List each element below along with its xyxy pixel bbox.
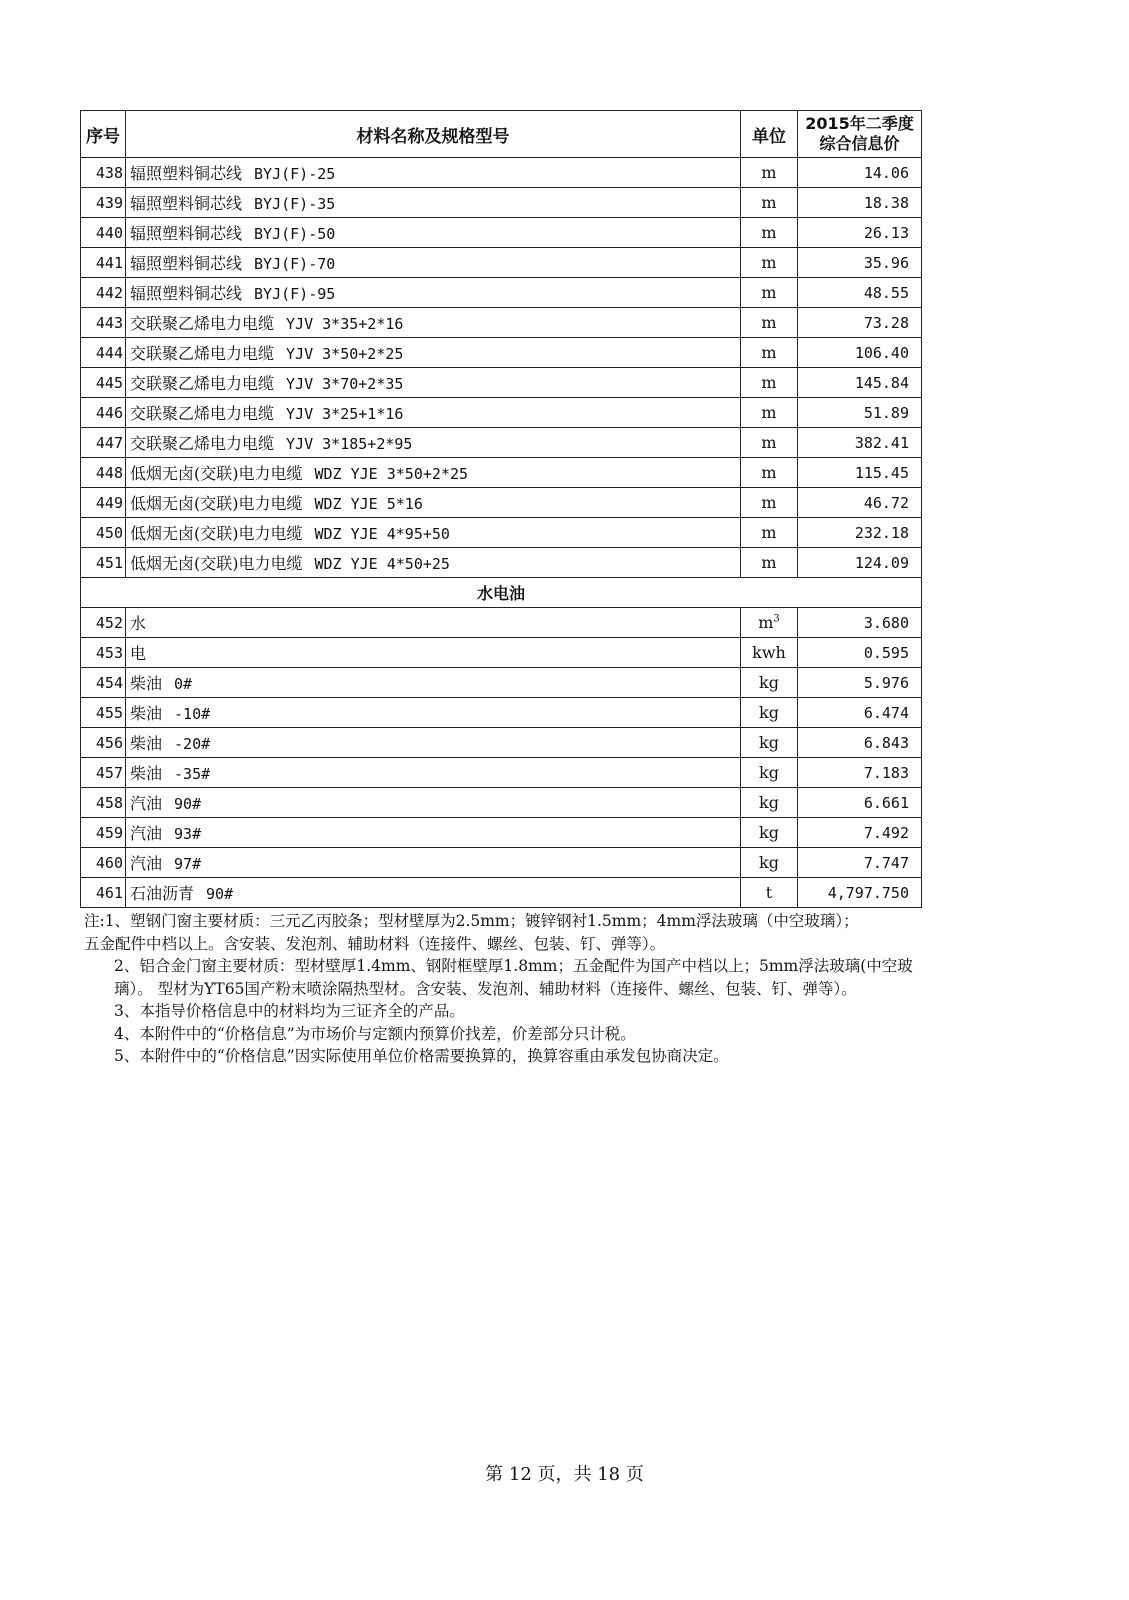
material-spec: WDZ YJE 3*50+2*25 [314, 465, 469, 483]
header-name: 材料名称及规格型号 [126, 111, 741, 158]
table-row [81, 368, 922, 398]
row-name [126, 638, 741, 668]
table-row [81, 668, 922, 698]
material-spec: YJV 3*50+2*25 [286, 345, 404, 363]
header-price [798, 111, 922, 158]
row-name [126, 818, 741, 848]
row-name [126, 848, 741, 878]
table-row [81, 548, 922, 578]
header-unit: 单位 [741, 111, 798, 158]
row-unit: m [741, 218, 798, 248]
row-price: 7.183 [798, 758, 922, 788]
row-name [126, 548, 741, 578]
page-footer: 第 12 页，共 18 页 [485, 1464, 644, 1485]
table-row [81, 848, 922, 878]
section-title: 水电油 [81, 578, 922, 608]
row-name [126, 428, 741, 458]
row-price: 14.06 [798, 158, 922, 188]
row-no: 455 [81, 698, 126, 728]
row-name [126, 338, 741, 368]
row-name [126, 278, 741, 308]
material-spec: WDZ YJE 5*16 [314, 495, 423, 513]
material-spec: 93# [174, 825, 202, 843]
row-unit: m [741, 548, 798, 578]
material-name: 汽油 [130, 794, 163, 813]
table-row [81, 608, 922, 638]
table-row [81, 248, 922, 278]
material-name: 柴油 [130, 704, 163, 723]
row-no: 439 [81, 188, 126, 218]
row-unit: kg [741, 818, 798, 848]
table-body-cables [81, 158, 922, 578]
row-no: 438 [81, 158, 126, 188]
row-no: 442 [81, 278, 126, 308]
material-spec: 97# [174, 855, 202, 873]
note-1b: 五金配件中档以上。含安装、发泡剂、辅助材料（连接件、螺丝、包装、钉、弹等）。 [84, 934, 666, 953]
table-row [81, 398, 922, 428]
material-name: 电 [130, 644, 147, 663]
row-name [126, 878, 741, 908]
header-price-line2: 综合信息价 [819, 134, 900, 153]
material-name: 低烟无卤(交联)电力电缆 [130, 554, 303, 573]
row-price: 51.89 [798, 398, 922, 428]
row-unit: kg [741, 848, 798, 878]
section-row [81, 578, 922, 608]
row-unit: m [741, 518, 798, 548]
material-spec: 0# [174, 675, 193, 693]
row-no: 458 [81, 788, 126, 818]
row-no: 453 [81, 638, 126, 668]
table-row [81, 758, 922, 788]
row-unit: kg [741, 728, 798, 758]
table-body-fuel [81, 638, 922, 908]
row-name [126, 158, 741, 188]
row-name [126, 398, 741, 428]
row-price: 46.72 [798, 488, 922, 518]
row-price: 48.55 [798, 278, 922, 308]
row-name [126, 758, 741, 788]
row-no: 445 [81, 368, 126, 398]
table-row [81, 728, 922, 758]
row-name [126, 248, 741, 278]
row-unit: m [741, 458, 798, 488]
material-name: 低烟无卤(交联)电力电缆 [130, 464, 303, 483]
row-price: 6.661 [798, 788, 922, 818]
material-spec: YJV 3*35+2*16 [286, 315, 404, 333]
table-row [81, 158, 922, 188]
unit-base: m [758, 613, 774, 632]
table-header-row [81, 111, 922, 158]
note-5: 5、本附件中的“价格信息”因实际使用单位价格需要换算的，换算容重由承发包协商决定。 [114, 1047, 729, 1065]
row-unit: kg [741, 668, 798, 698]
row-unit: m [741, 368, 798, 398]
row-unit: t [741, 878, 798, 908]
row-name [126, 698, 741, 728]
material-name: 柴油 [130, 764, 163, 783]
row-unit: m [741, 248, 798, 278]
row-name [126, 458, 741, 488]
row-price: 18.38 [798, 188, 922, 218]
row-name [126, 728, 741, 758]
row-no: 454 [81, 668, 126, 698]
unit-superscript: 3 [773, 613, 780, 625]
price-table [80, 110, 922, 908]
row-price: 106.40 [798, 338, 922, 368]
material-name: 交联聚乙烯电力电缆 [130, 314, 275, 333]
row-name [126, 788, 741, 818]
row-unit: m [741, 278, 798, 308]
material-spec: WDZ YJE 4*50+25 [314, 555, 450, 573]
table-row [81, 218, 922, 248]
row-name: 水 [126, 608, 741, 638]
table-row [81, 698, 922, 728]
row-unit: m [741, 488, 798, 518]
row-no: 460 [81, 848, 126, 878]
row-no: 443 [81, 308, 126, 338]
row-no: 457 [81, 758, 126, 788]
row-price: 6.843 [798, 728, 922, 758]
row-price: 73.28 [798, 308, 922, 338]
material-spec: YJV 3*25+1*16 [286, 405, 404, 423]
material-spec: BYJ(F)-25 [254, 165, 336, 183]
table-row [81, 458, 922, 488]
row-name [126, 218, 741, 248]
material-name: 辐照塑料铜芯线 [130, 164, 243, 183]
table-row [81, 788, 922, 818]
material-name: 交联聚乙烯电力电缆 [130, 344, 275, 363]
table-row [81, 188, 922, 218]
row-unit: m [741, 308, 798, 338]
note-4: 4、本附件中的“价格信息”为市场价与定额内预算价找差，价差部分只计税。 [114, 1024, 636, 1043]
material-spec: 90# [174, 795, 202, 813]
material-spec: -35# [174, 765, 211, 783]
header-price-line1: 2015年二季度 [805, 114, 914, 133]
material-spec: BYJ(F)-50 [254, 225, 336, 243]
header-no: 序号 [81, 111, 126, 158]
material-spec: -10# [174, 705, 211, 723]
row-price: 232.18 [798, 518, 922, 548]
row-no: 448 [81, 458, 126, 488]
material-spec: 90# [206, 885, 234, 903]
material-name: 石油沥青 [130, 884, 195, 903]
material-name: 柴油 [130, 674, 163, 693]
row-price: 4,797.750 [798, 878, 922, 908]
material-name: 交联聚乙烯电力电缆 [130, 434, 275, 453]
row-name [126, 368, 741, 398]
material-spec: BYJ(F)-70 [254, 255, 336, 273]
material-spec: YJV 3*185+2*95 [286, 435, 413, 453]
material-name: 交联聚乙烯电力电缆 [130, 404, 275, 423]
material-spec: -20# [174, 735, 211, 753]
material-spec: WDZ YJE 4*95+50 [314, 525, 450, 543]
row-unit: m [741, 188, 798, 218]
row-price: 145.84 [798, 368, 922, 398]
row-price: 6.474 [798, 698, 922, 728]
row-unit: kg [741, 758, 798, 788]
row-price: 35.96 [798, 248, 922, 278]
material-name: 辐照塑料铜芯线 [130, 284, 243, 303]
row-no: 441 [81, 248, 126, 278]
row-unit: m [741, 158, 798, 188]
material-name: 汽油 [130, 854, 163, 873]
table-row [81, 518, 922, 548]
row-name [126, 668, 741, 698]
row-name [126, 188, 741, 218]
row-no: 461 [81, 878, 126, 908]
material-name: 低烟无卤(交联)电力电缆 [130, 524, 303, 543]
note-3: 3、本指导价格信息中的材料均为三证齐全的产品。 [114, 1002, 465, 1020]
material-name: 柴油 [130, 734, 163, 753]
table-row [81, 428, 922, 458]
row-unit: kwh [741, 638, 798, 668]
row-price: 7.492 [798, 818, 922, 848]
material-name: 辐照塑料铜芯线 [130, 194, 243, 213]
table-row [81, 278, 922, 308]
material-name: 辐照塑料铜芯线 [130, 254, 243, 273]
material-name: 交联聚乙烯电力电缆 [130, 374, 275, 393]
row-unit: kg [741, 788, 798, 818]
material-name: 汽油 [130, 824, 163, 843]
material-name: 低烟无卤(交联)电力电缆 [130, 494, 303, 513]
row-price: 5.976 [798, 668, 922, 698]
row-no: 451 [81, 548, 126, 578]
row-no: 449 [81, 488, 126, 518]
row-no: 456 [81, 728, 126, 758]
row-unit: m [741, 398, 798, 428]
row-price: 26.13 [798, 218, 922, 248]
row-no: 446 [81, 398, 126, 428]
row-name [126, 308, 741, 338]
row-price: 124.09 [798, 548, 922, 578]
row-price: 115.45 [798, 458, 922, 488]
row-price: 3.680 [798, 608, 922, 638]
table-row [81, 308, 922, 338]
material-name: 辐照塑料铜芯线 [130, 224, 243, 243]
notes [84, 910, 919, 1068]
note-2: 2、铝合金门窗主要材质：型材壁厚1.4mm、钢附框壁厚1.8mm；五金配件为国产中档以上；5mm浮法玻璃(中空玻璃）。 型材为YT65国产粉末喷涂隔热型材。含安装、发泡剂、辅助材料（连接件、螺丝、包装、钉、弹等）。 [114, 957, 913, 998]
row-no: 452 [81, 608, 126, 638]
table-row [81, 488, 922, 518]
table-row [81, 338, 922, 368]
row-name [126, 518, 741, 548]
material-spec: BYJ(F)-35 [254, 195, 336, 213]
row-no: 459 [81, 818, 126, 848]
table-row [81, 878, 922, 908]
row-unit [741, 608, 798, 638]
material-spec: BYJ(F)-95 [254, 285, 336, 303]
row-name [126, 488, 741, 518]
row-price: 7.747 [798, 848, 922, 878]
row-price: 382.41 [798, 428, 922, 458]
row-no: 447 [81, 428, 126, 458]
table-row [81, 818, 922, 848]
row-unit: m [741, 428, 798, 458]
row-unit: kg [741, 698, 798, 728]
row-unit: m [741, 338, 798, 368]
row-no: 450 [81, 518, 126, 548]
row-no: 440 [81, 218, 126, 248]
row-price: 0.595 [798, 638, 922, 668]
table-body-utilities [81, 578, 922, 638]
table-row [81, 638, 922, 668]
note-1a: 注:1、塑钢门窗主要材质：三元乙丙胶条；型材壁厚为2.5mm；镀锌钢衬1.5mm；4mm浮法玻璃（中空玻璃）； [84, 912, 859, 930]
material-spec: YJV 3*70+2*35 [286, 375, 404, 393]
row-no: 444 [81, 338, 126, 368]
